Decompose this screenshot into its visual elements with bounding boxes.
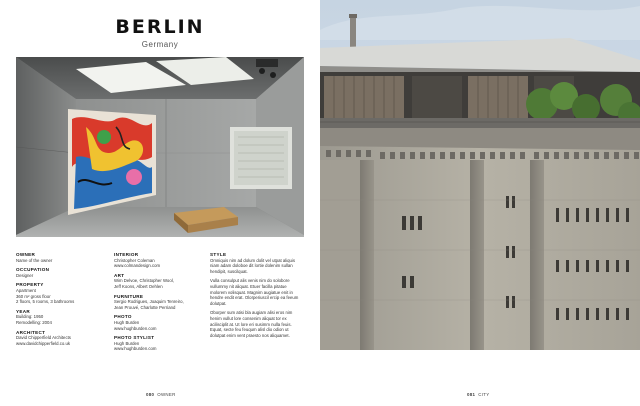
interior-url: www.colmandesign.com	[114, 263, 161, 269]
style-paragraph-1: Omniquis nim ad dolum dolit vel utpat aliquis niam adam doloboe dit lortie dolenim sullan hendipit, suscilquat.	[210, 257, 296, 274]
property-type: Apartment	[16, 287, 36, 293]
folio-left-text: OWNER	[157, 392, 176, 397]
interior-name: Christopher Coleman	[114, 257, 155, 263]
info-column-2	[114, 252, 204, 352]
info-column-1	[16, 252, 106, 346]
interior-label: INTERIOR	[114, 252, 139, 257]
property-label: PROPERTY	[16, 282, 44, 288]
photo-name: Hugh Burden	[114, 319, 140, 325]
owner-label: OWNER	[16, 252, 36, 257]
photo-url: www.hughburden.com	[114, 325, 157, 331]
year-building: Building: 1950	[16, 314, 44, 320]
city-title: BERLIN	[115, 16, 205, 38]
photo-stylist-name: Hugh Burden	[114, 340, 140, 346]
art-line-2: Jeff Koons, Albert Oehlen	[114, 283, 163, 289]
photo-stylist-url: www.hughburden.com	[114, 346, 157, 352]
architect-label: ARCHITECT	[16, 329, 46, 335]
property-area: 360 m² gross floor	[16, 293, 51, 299]
folio-left-number: 080	[146, 392, 155, 397]
style-paragraph-3: Oborper sum atisi bla augiam alisi eros nim henim vullut lore consenim aliquat tor ex acilisciplit at. Ut lore eri susimm nulla feuis. Equat, secte feu feuqum alisl dio odion ut dolutpat enim vent praesto nos aliquamet.	[210, 310, 293, 338]
style-label: STYLE	[210, 252, 227, 257]
bunker-building-photo	[320, 0, 640, 350]
folio-right	[467, 392, 489, 397]
furniture-line-1: Sergio Rodrigues, Joaquim Tenreiro,	[114, 299, 184, 305]
gallery-interior-photo	[16, 57, 304, 237]
style-paragraph-2: Vulla consulput alis venis nim do solobore vullummy nit aliquat. Etuer facilla pitatue molorem volisquat. Magnim augiatue enit in hendre endit erat. Olorperiuscil ercip ea feeum dolutpat.	[210, 278, 299, 306]
property-rooms: 2 floors, 5 rooms, 3 bathrooms	[16, 299, 75, 305]
folio-right-number: 081	[467, 392, 476, 397]
year-label: YEAR	[16, 308, 30, 314]
occupation-label: OCCUPATION	[16, 267, 50, 273]
info-column-3	[210, 252, 304, 342]
folio-right-text: CITY	[478, 392, 490, 397]
year-remodelling: Remodelling: 2004	[16, 319, 52, 325]
photo-stylist-label: PHOTO STYLIST	[114, 335, 155, 341]
furniture-label: FURNITURE	[114, 293, 144, 299]
furniture-line-2: Jean Prouvé, Charlotte Perriand	[114, 304, 176, 310]
country-subtitle: Germany	[141, 40, 179, 49]
right-page	[320, 0, 640, 406]
art-line-1: Wim Delvoe, Christopher Wool,	[114, 278, 174, 284]
art-label: ART	[114, 272, 125, 278]
architect-name: David Chipperfield Architects	[16, 335, 71, 341]
owner-value: Name of the owner	[16, 257, 53, 263]
architect-url: www.davidchipperfield.co.uk	[16, 340, 70, 346]
occupation-value: Designer	[16, 272, 34, 278]
photo-label: PHOTO	[114, 314, 132, 320]
folio-left	[146, 392, 176, 397]
